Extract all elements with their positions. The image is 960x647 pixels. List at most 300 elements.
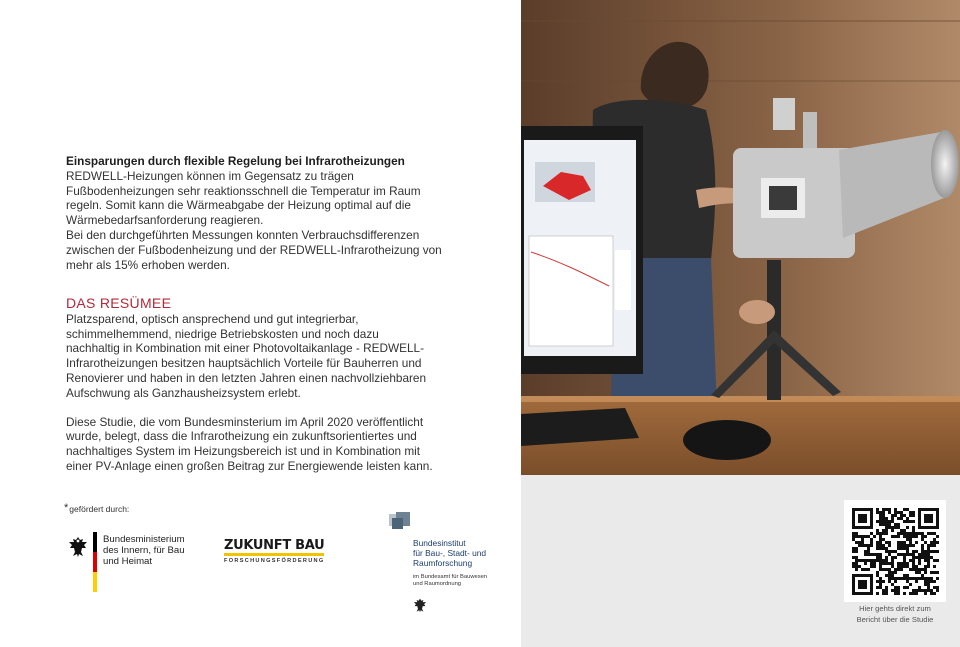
qr-module (930, 550, 933, 553)
qr-finder-pattern (924, 514, 933, 523)
bbsr-logo (389, 512, 499, 622)
qr-module (909, 511, 912, 514)
qr-module (927, 580, 930, 583)
qr-module (855, 535, 858, 538)
qr-module (885, 559, 888, 562)
qr-module (909, 577, 912, 580)
qr-module (885, 556, 888, 559)
qr-module (921, 553, 924, 556)
qr-module (915, 565, 918, 568)
qr-module (879, 514, 882, 517)
qr-module (864, 553, 867, 556)
qr-module (888, 520, 891, 523)
qr-module (927, 562, 930, 565)
qr-module (903, 556, 906, 559)
qr-module (927, 565, 930, 568)
qr-module (864, 562, 867, 565)
savings-line: zwischen der Fußbodenheizung und der REDWELL-Infrarotheizung von (66, 242, 442, 257)
qr-module (879, 523, 882, 526)
qr-module (912, 577, 915, 580)
qr-module (924, 559, 927, 562)
qr-module (852, 556, 855, 559)
qr-module (930, 577, 933, 580)
qr-module (891, 535, 894, 538)
qr-module (900, 514, 903, 517)
qr-module (909, 538, 912, 541)
qr-caption-line: Hier gehts direkt zum (859, 604, 931, 613)
qr-module (936, 571, 939, 574)
qr-module (855, 556, 858, 559)
qr-module (903, 553, 906, 556)
qr-module (885, 568, 888, 571)
qr-module (873, 559, 876, 562)
qr-module (894, 586, 897, 589)
qr-module (903, 592, 906, 595)
qr-module (906, 562, 909, 565)
savings-line: regeln. Somit kann die Wärmeabgabe der Heizung optimal auf die (66, 198, 411, 213)
qr-module (921, 550, 924, 553)
qr-module (927, 589, 930, 592)
qr-module (924, 580, 927, 583)
qr-module (852, 538, 855, 541)
bbsr-line: Bundesinstitut (413, 538, 466, 548)
qr-module (912, 559, 915, 562)
qr-module (876, 547, 879, 550)
qr-module (882, 511, 885, 514)
qr-module (903, 541, 906, 544)
qr-module (897, 511, 900, 514)
qr-module (924, 550, 927, 553)
qr-module (885, 517, 888, 520)
qr-module (882, 508, 885, 511)
savings-line: REDWELL-Heizungen können im Gegensatz zu trägen (66, 168, 354, 183)
qr-module (879, 553, 882, 556)
qr-module (894, 571, 897, 574)
qr-module (918, 559, 921, 562)
qr-module (882, 592, 885, 595)
qr-module (888, 508, 891, 511)
qr-module (882, 529, 885, 532)
qr-module (915, 556, 918, 559)
qr-module (888, 553, 891, 556)
qr-module (858, 541, 861, 544)
qr-module (882, 523, 885, 526)
qr-module (888, 544, 891, 547)
qr-module (876, 511, 879, 514)
qr-module (879, 583, 882, 586)
qr-module (903, 529, 906, 532)
qr-module (876, 574, 879, 577)
qr-module (924, 565, 927, 568)
bmi-line: des Innern, für Bau (103, 545, 185, 556)
qr-module (891, 550, 894, 553)
qr-module (885, 592, 888, 595)
qr-module (894, 535, 897, 538)
qr-module (894, 556, 897, 559)
qr-module (900, 562, 903, 565)
qr-module (888, 577, 891, 580)
bbsr-mark-square (392, 518, 403, 529)
qr-module (921, 532, 924, 535)
qr-module (924, 592, 927, 595)
qr-module (894, 508, 897, 511)
qr-module (918, 553, 921, 556)
qr-module (876, 571, 879, 574)
qr-module (924, 556, 927, 559)
qr-module (900, 541, 903, 544)
qr-module (861, 559, 864, 562)
qr-module (891, 514, 894, 517)
qr-module (873, 553, 876, 556)
qr-module (894, 589, 897, 592)
qr-module (897, 532, 900, 535)
qr-module (882, 517, 885, 520)
qr-module (891, 577, 894, 580)
qr-module (912, 592, 915, 595)
qr-module (891, 520, 894, 523)
qr-module (882, 559, 885, 562)
qr-module (891, 556, 894, 559)
qr-module (879, 538, 882, 541)
qr-module (912, 550, 915, 553)
qr-module (879, 580, 882, 583)
photo-illustration (521, 0, 960, 475)
qr-module (915, 568, 918, 571)
qr-module (894, 514, 897, 517)
resumee-line: wurde, belegt, dass die Infrarotheizung ein zukunftsorientiertes und (66, 429, 417, 444)
federal-eagle-icon (413, 598, 427, 613)
savings-line: Fußbodenheizungen sehr reaktionsschnell die Temperatur im Raum (66, 183, 421, 198)
qr-module (933, 586, 936, 589)
qr-module (930, 532, 933, 535)
qr-module (918, 562, 921, 565)
qr-module (888, 571, 891, 574)
qr-module (888, 562, 891, 565)
qr-module (903, 535, 906, 538)
qr-module (909, 568, 912, 571)
qr-module (903, 547, 906, 550)
qr-module (891, 574, 894, 577)
qr-module (885, 589, 888, 592)
qr-module (882, 514, 885, 517)
qr-module (936, 535, 939, 538)
qr-module (906, 565, 909, 568)
qr-module (927, 556, 930, 559)
qr-module (885, 526, 888, 529)
qr-module (906, 550, 909, 553)
qr-module (927, 553, 930, 556)
qr-module (876, 553, 879, 556)
bmi-line: und Heimat (103, 556, 153, 567)
qr-module (867, 559, 870, 562)
qr-module (897, 565, 900, 568)
qr-module (855, 541, 858, 544)
funding-star: * (64, 502, 69, 514)
qr-module (864, 535, 867, 538)
qr-module (855, 568, 858, 571)
qr-module (882, 580, 885, 583)
qr-module (882, 532, 885, 535)
qr-module (876, 586, 879, 589)
qr-module (882, 538, 885, 541)
qr-module (900, 577, 903, 580)
qr-module (867, 535, 870, 538)
qr-module (912, 589, 915, 592)
qr-module (906, 577, 909, 580)
qr-module (906, 535, 909, 538)
qr-module (855, 532, 858, 535)
bbsr-small-line: und Raumordnung (413, 581, 462, 587)
qr-module (894, 523, 897, 526)
qr-module (933, 544, 936, 547)
qr-module (867, 568, 870, 571)
resumee-line: schimmelhemmend, niedrige Betriebskosten und noch dazu (66, 326, 379, 341)
qr-module (927, 532, 930, 535)
qr-module (900, 565, 903, 568)
qr-module (918, 586, 921, 589)
qr-module (912, 562, 915, 565)
savings-line: Wärmebedarfsanforderung reagieren. (66, 213, 264, 228)
qr-module (885, 574, 888, 577)
qr-module (897, 562, 900, 565)
qr-module (897, 535, 900, 538)
qr-caption (831, 604, 959, 625)
qr-module (921, 544, 924, 547)
qr-module (879, 532, 882, 535)
qr-module (924, 571, 927, 574)
qr-module (852, 562, 855, 565)
qr-module (876, 559, 879, 562)
qr-module (912, 568, 915, 571)
qr-module (912, 529, 915, 532)
qr-module (879, 511, 882, 514)
qr-module (912, 526, 915, 529)
qr-module (852, 535, 855, 538)
resumee-line: Renovierer und haben in den letzten Jahren einen nachvollziehbaren (66, 370, 427, 385)
qr-module (921, 589, 924, 592)
qr-module (903, 574, 906, 577)
qr-module (924, 535, 927, 538)
qr-module (876, 529, 879, 532)
qr-module (906, 526, 909, 529)
qr-module (927, 559, 930, 562)
resumee-line: Platzsparend, optisch ansprechend und gut integrierbar, (66, 311, 359, 326)
zukunft-bau-logo (224, 536, 336, 564)
qr-module (909, 514, 912, 517)
qr-module (927, 550, 930, 553)
qr-module (912, 535, 915, 538)
qr-module (933, 592, 936, 595)
qr-module (885, 586, 888, 589)
qr-module (918, 556, 921, 559)
resumee-line: Infrarotheizungen besitzen hauptsächlich Vorteile für Bauherren und (66, 356, 422, 371)
zukunft-bau-title: ZUKUNFT BAU (224, 539, 324, 556)
qr-module (879, 535, 882, 538)
qr-module (921, 556, 924, 559)
qr-module (930, 541, 933, 544)
qr-module (906, 544, 909, 547)
savings-section (66, 154, 486, 272)
qr-module (909, 532, 912, 535)
qr-module (921, 547, 924, 550)
qr-module (897, 577, 900, 580)
qr-module (852, 532, 855, 535)
qr-module (858, 559, 861, 562)
savings-line: Bei den durchgeführten Messungen konnten Verbrauchsdifferenzen (66, 227, 420, 242)
qr-module (915, 589, 918, 592)
qr-module (921, 538, 924, 541)
qr-module (882, 544, 885, 547)
qr-module (936, 577, 939, 580)
qr-module (912, 511, 915, 514)
qr-module (870, 562, 873, 565)
qr-module (900, 529, 903, 532)
qr-module (909, 520, 912, 523)
qr-module (897, 586, 900, 589)
qr-module (852, 550, 855, 553)
qr-module (894, 580, 897, 583)
measurement-photo (521, 0, 960, 475)
bbsr-subline (413, 574, 487, 588)
qr-module (909, 544, 912, 547)
qr-module (885, 532, 888, 535)
qr-module (900, 532, 903, 535)
qr-module (870, 532, 873, 535)
qr-module (933, 532, 936, 535)
qr-module (876, 541, 879, 544)
bmi-logo (66, 532, 196, 594)
qr-module (888, 541, 891, 544)
qr-module (909, 559, 912, 562)
qr-module (888, 568, 891, 571)
qr-module (930, 580, 933, 583)
zukunft-bau-subtitle: FORSCHUNGSFÖRDERUNG (224, 558, 325, 564)
qr-module (888, 580, 891, 583)
qr-module (903, 532, 906, 535)
qr-module (855, 550, 858, 553)
qr-module (888, 574, 891, 577)
resumee-title: DAS RESÜMEE (66, 295, 172, 311)
bbsr-small-line: im Bundesamt für Bauwesen (413, 574, 488, 580)
resumee-paragraph-2 (66, 415, 486, 474)
qr-module (915, 541, 918, 544)
qr-module (894, 568, 897, 571)
resumee-section (66, 296, 486, 488)
qr-module (864, 568, 867, 571)
qr-module (906, 538, 909, 541)
qr-module (882, 547, 885, 550)
qr-module (879, 556, 882, 559)
bmi-name (103, 534, 185, 567)
qr-module (900, 517, 903, 520)
qr-module (870, 559, 873, 562)
qr-module (909, 541, 912, 544)
qr-module (873, 535, 876, 538)
qr-module (894, 577, 897, 580)
qr-module (930, 556, 933, 559)
qr-module (891, 529, 894, 532)
qr-module (885, 523, 888, 526)
qr-module (912, 532, 915, 535)
qr-module (879, 559, 882, 562)
qr-module (885, 508, 888, 511)
qr-finder-pattern (858, 514, 867, 523)
qr-caption-line: Bericht über die Studie (856, 614, 934, 624)
qr-module (918, 589, 921, 592)
resumee-paragraph-1 (66, 312, 486, 401)
qr-module (876, 556, 879, 559)
qr-module (933, 580, 936, 583)
qr-module (858, 544, 861, 547)
qr-module (867, 544, 870, 547)
qr-module (876, 508, 879, 511)
qr-module (915, 571, 918, 574)
qr-module (906, 508, 909, 511)
qr-module (876, 580, 879, 583)
qr-module (927, 586, 930, 589)
qr-module (879, 577, 882, 580)
qr-module (894, 526, 897, 529)
qr-module (933, 538, 936, 541)
qr-module (927, 577, 930, 580)
qr-module (879, 517, 882, 520)
qr-module (936, 541, 939, 544)
qr-module (873, 565, 876, 568)
qr-module (897, 589, 900, 592)
qr-module (909, 535, 912, 538)
federal-eagle-icon (68, 536, 88, 558)
qr-module (903, 562, 906, 565)
qr-module (933, 550, 936, 553)
qr-module (867, 550, 870, 553)
qr-code-icon (844, 500, 946, 602)
qr-module (894, 592, 897, 595)
qr-module (906, 520, 909, 523)
qr-module (903, 514, 906, 517)
qr-code[interactable] (844, 500, 946, 602)
qr-module (918, 568, 921, 571)
qr-module (897, 526, 900, 529)
qr-module (906, 553, 909, 556)
qr-module (897, 544, 900, 547)
qr-module (912, 544, 915, 547)
qr-module (870, 553, 873, 556)
qr-module (861, 544, 864, 547)
qr-module (879, 562, 882, 565)
qr-module (906, 586, 909, 589)
qr-module (921, 574, 924, 577)
qr-module (867, 553, 870, 556)
qr-module (906, 574, 909, 577)
qr-module (891, 562, 894, 565)
qr-module (876, 520, 879, 523)
qr-module (885, 541, 888, 544)
qr-module (903, 559, 906, 562)
qr-module (891, 565, 894, 568)
qr-module (897, 553, 900, 556)
qr-module (912, 514, 915, 517)
qr-module (876, 592, 879, 595)
qr-module (897, 568, 900, 571)
qr-module (900, 547, 903, 550)
qr-module (924, 583, 927, 586)
qr-module (885, 547, 888, 550)
qr-module (900, 544, 903, 547)
qr-module (924, 577, 927, 580)
qr-module (879, 586, 882, 589)
qr-module (891, 526, 894, 529)
resumee-line: Diese Studie, die vom Bundesminsterium im April 2020 veröffentlicht (66, 414, 424, 429)
